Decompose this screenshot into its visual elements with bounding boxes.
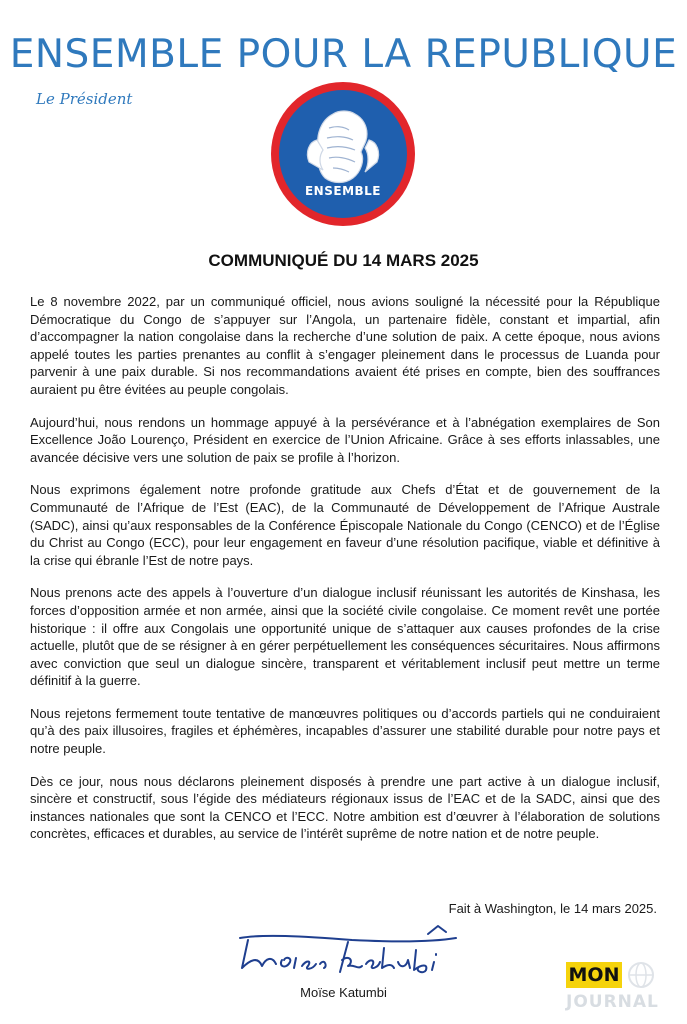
president-subtitle: Le Président xyxy=(36,90,133,108)
place-date: Fait à Washington, le 14 mars 2025. xyxy=(448,901,657,916)
party-logo xyxy=(269,80,417,228)
watermark-mon: MON xyxy=(566,962,622,988)
paragraph: Le 8 novembre 2022, par un communiqué officiel, nous avions souligné la nécessité pour la République Démocratique du Congo de s’appuyer sur l’Angola, un partenaire fidèle, constant et impartial, afin d’accompagner la nation congolaise dans la recherche d’une solution de paix. A cette époque, nous avions appelé toutes les parties prenantes au conflit à s’engager pleinement dans le processus de Luanda pour parvenir à une paix durable. Si nos recommandations avaient été prises en compte, bien des souffrances auraient pu être évitées au peuple congolais. xyxy=(30,294,660,397)
communique-body xyxy=(30,293,660,858)
clasped-hands-icon xyxy=(269,80,417,228)
watermark-journal: JOURNAL xyxy=(566,992,659,1012)
signer-name: Moïse Katumbi xyxy=(300,985,387,1000)
watermark-logo xyxy=(566,958,678,1016)
party-title: ENSEMBLE POUR LA REPUBLIQUE xyxy=(9,32,678,77)
signature-icon xyxy=(232,920,462,988)
globe-icon xyxy=(626,960,656,990)
logo-label: ENSEMBLE xyxy=(304,184,381,198)
paragraph: Nous prenons acte des appels à l’ouverture d’un dialogue inclusif réunissant les autorités de Kinshasa, les forces d’opposition armée et non armée, ainsi que la société civile congolaise. Ce moment revêt une portée historique : il offre aux Congolais une opportunité unique de s’attaquer aux causes profondes de la crise actuelle, plutôt que de se résigner à en gérer perpétuellement les conséquences sécuritaires. Nous affirmons avec conviction que seul un dialogue sincère, transparent et véritablement inclusif peut mettre un terme définitif à la guerre. xyxy=(30,585,660,689)
communique-title: COMMUNIQUÉ DU 14 MARS 2025 xyxy=(208,251,479,270)
paragraph: Aujourd’hui, nous rendons un hommage appuyé à la persévérance et à l’abnégation exemplaires de Son Excellence João Lourenço, Président en exercice de l’Union Africaine. Grâce à ses efforts inlassables, une avancée décisive vers une solution de paix se profile à l’horizon. xyxy=(30,414,660,465)
paragraph: Nous rejetons fermement toute tentative de manœuvres politiques ou d’accords partiels qui ne conduiraient qu’à des paix illusoires, fragiles et éphémères, incapables d’assurer une stabilité durable pour notre pays et notre peuple. xyxy=(30,705,660,757)
paragraph: Nous exprimons également notre profonde gratitude aux Chefs d’État et de gouvernement de la Communauté de l’Afrique de l’Est (EAC), de la Communauté de Développement de l’Afrique Australe (SADC), ainsi qu’aux responsables de la Conférence Épiscopale Nationale du Congo (CENCO) et de l’Église du Christ au Congo (ECC), pour leur engagement en faveur d’une résolution pacifique, viable et définitive à la crise qui ébranle l’Est de notre pays. xyxy=(30,482,660,568)
paragraph: Dès ce jour, nous nous déclarons pleinement disposés à prendre une part active à un dialogue inclusif, sincère et constructif, sous l’égide des médiateurs régionaux issus de l’EAC et de la SADC, ainsi que des instances nationales que sont la CENCO et l’ECC. Notre ambition est d’œuvrer à l’élaboration de solutions concrètes, efficaces et durables, au service de l’intérêt suprême de notre nation et de notre peuple. xyxy=(30,773,660,842)
